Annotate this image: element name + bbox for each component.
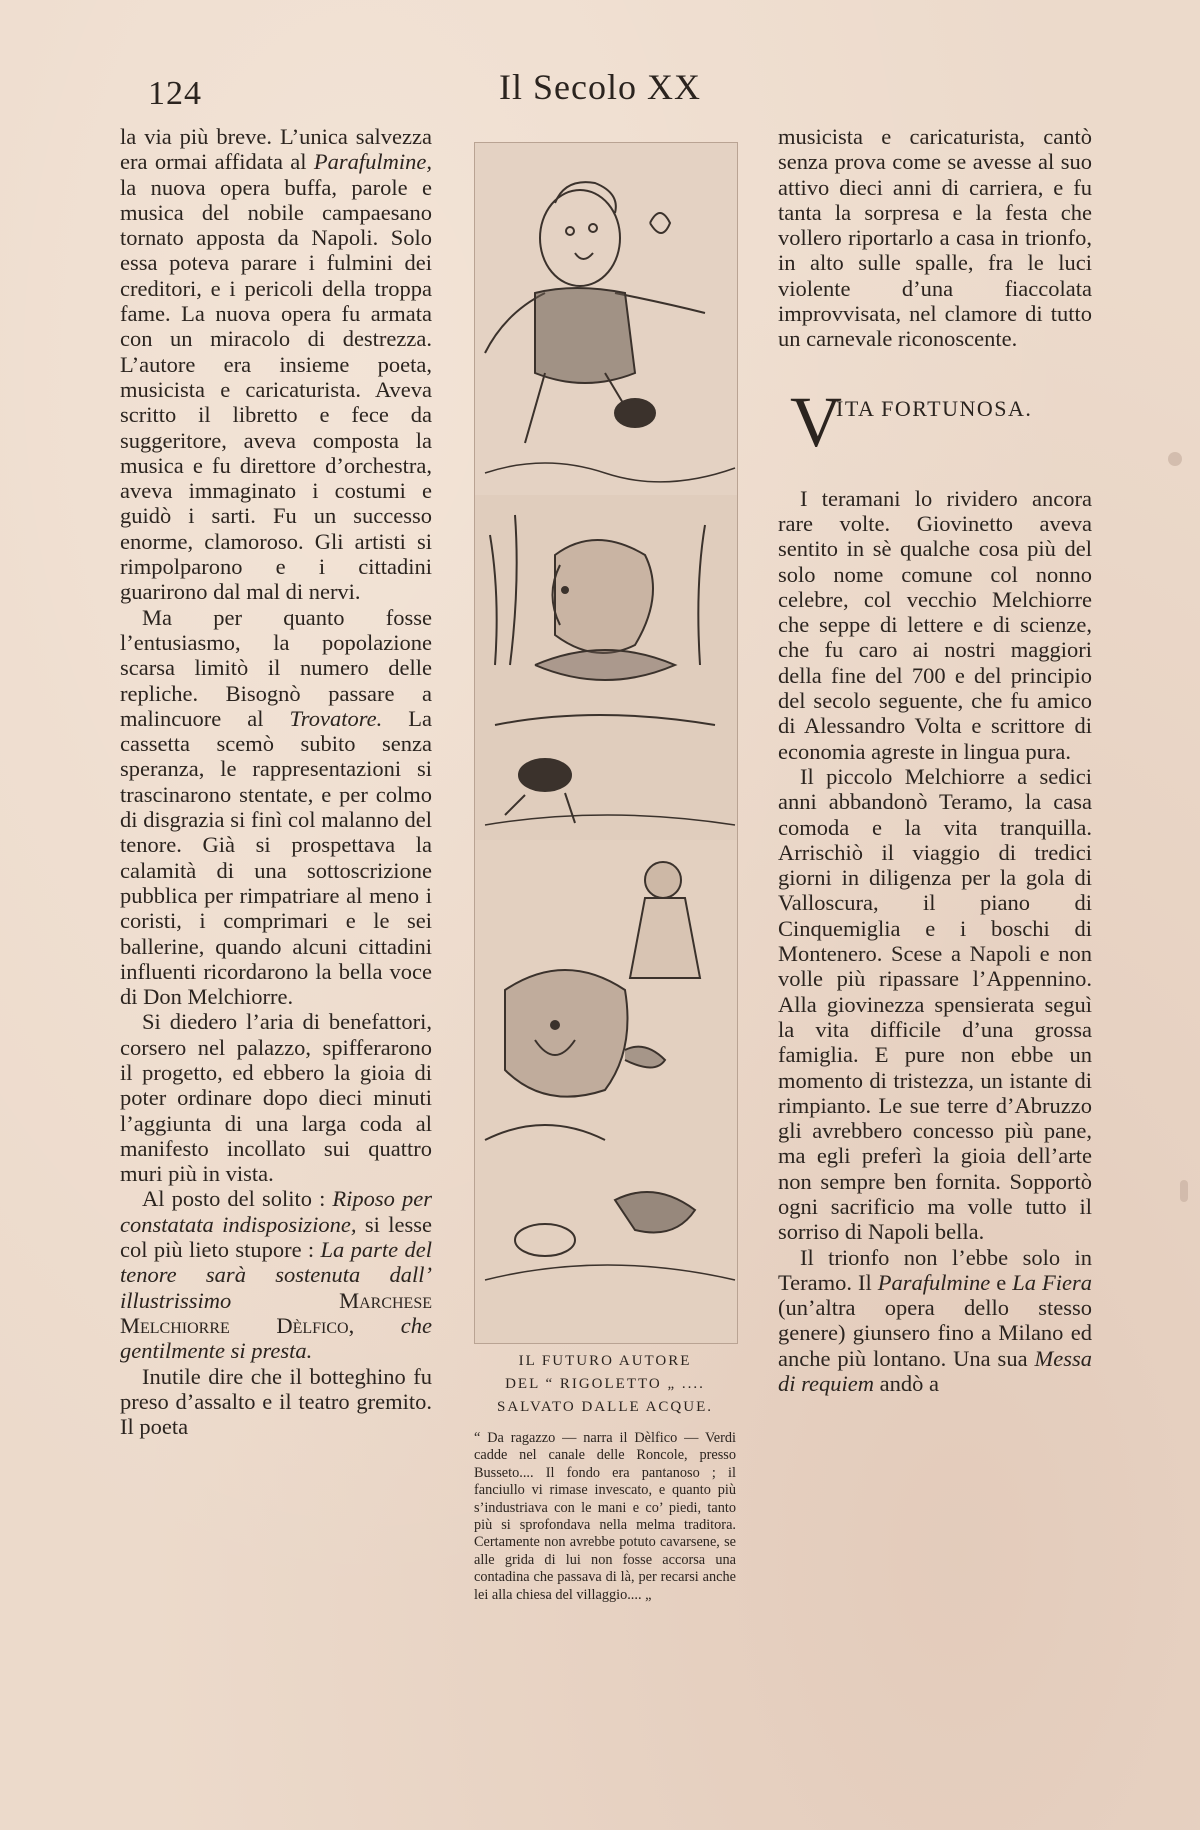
section-heading xyxy=(778,381,1092,462)
illustration-panel-sinking xyxy=(475,495,737,841)
caption-line: SALVATO DALLE ACQUE. xyxy=(497,1399,713,1415)
running-head: Il Secolo XX xyxy=(499,67,701,107)
page-number: 124 xyxy=(148,75,202,112)
paragraph: la via più breve. L’unica salvezza era ormai affidata al Parafulmine, la nuova opera buffa, parole e musica del nobile campaesano tornato apposta da Napoli. Solo essa poteva parare i fulmini dei creditori, e i pericoli della troppa fame. La nuova opera fu armata con un miracolo di destrezza. L’autore era insieme poeta, musicista e caricaturista. Aveva scritto il libretto e fece da suggeritore, aveva composta la musica e fu direttore d’orchestra, aveva immaginato i costumi e guidò i sarti. Fu un successo enorme, clamoroso. Gli artisti si rimpolparono e i cittadini guarirono dal mal di nervi. xyxy=(120,124,432,605)
paper-blemish xyxy=(1168,452,1182,466)
caption-line: IL FUTURO AUTORE xyxy=(518,1353,692,1369)
section-title: ITA FORTUNOSA. xyxy=(836,395,1033,421)
figure-caption-body: “ Da ragazzo — narra il Dèlfico — Verdi cadde nel canale delle Roncole, presso Busseto.... Il fondo era pantanoso ; il fanciullo vi rimase invescato, e quanto più s’industriava con le mani e co’ piedi, tanto più si sprofondava nella melma traditora. Certamente non avrebbe potuto cavarsene, se alle grida di lui non fosse accorsa una contadina che passava di là, per recarsi anche lei alla chiesa del villaggio.... „ xyxy=(474,1430,736,1603)
caption-line: DEL “ RIGOLETTO „ .... xyxy=(505,1376,705,1392)
paragraph: Si diedero l’aria di benefattori, corsero nel palazzo, spifferarono il progetto, ed ebbero la gioia di poter ordinare dopo dieci minuti l’aggiunta di una larga coda al manifesto incollato sui quattro muri più in vista. xyxy=(120,1009,432,1187)
paragraph: Ma per quanto fosse l’entusiasmo, la popolazione scarsa limitò il numero delle repliche. Bisognò passare a malincuore al Trovatore. La cassetta scemò subito senza speranza, le rappresentazioni si trascinarono stentate, e per colmo di disgrazia si finì col malanno del tenore. Già si prospettava la calamità di una sottoscrizione pubblica per rimpatriare al meno i coristi, i comprimari e le sei ballerine, quando alcuni cittadini influenti ricordarono la bella voce di Don Melchiorre. xyxy=(120,604,432,1010)
paragraph: Inutile dire che il botteghino fu preso d’assalto e il teatro gremito. Il poeta xyxy=(120,1363,432,1440)
paragraph: I teramani lo rividero ancora rare volte. Giovinetto aveva sentito in sè qualche cosa più del solo nome comune col nonno celebre, col vecchio Melchiorre che seppe di lettere e di scienze, che fu caro ai nostri maggiori della fine del 700 e del principio del secolo seguente, che fu amico di Alessandro Volta e scrittore di economia agreste in lingua pura. xyxy=(778,485,1092,764)
left-column xyxy=(120,124,432,1439)
illustration-panel-rescue xyxy=(475,840,737,1343)
paragraph: musicista e caricaturista, cantò senza prova come se avesse al suo attivo dieci anni di carriera, e fu tanta la sorpresa e la festa che vollero riportarlo a casa in trionfo, in alto sulle spalle, fra le luci violente d’una fiaccolata improvvisata, nel clamore di tutto un carnevale riconoscente. xyxy=(778,124,1092,352)
illustration-panel-fall xyxy=(475,143,737,496)
paper-blemish xyxy=(1180,1180,1188,1202)
paragraph: Il trionfo non l’ebbe solo in Teramo. Il Parafulmine e La Fiera (un’altra opera dello stesso genere) giunsero fino a Milano ed anche più lontano. Una sua Messa di requiem andò a xyxy=(778,1244,1092,1397)
section-dropcap: V xyxy=(790,381,842,462)
right-column xyxy=(778,124,1092,1396)
paragraph: Il piccolo Melchiorre a sedici anni abbandonò Teramo, la casa comoda e la vita tranquilla. Arrischiò il viaggio di tredici giorni in diligenza per la gola di Valloscura, il piano di Cinquemiglia e i boschi di Montenero. Scese a Napoli e non volle più ripassare l’Appennino. Alla giovinezza spensierata seguì la vita difficile d’una grossa famiglia. E pure non ebbe un momento di tristezza, un istante di rimpianto. Le sue terre d’Abruzzo gli avrebbero concesso più pane, ma egli preferì la gioia dell’arte non sempre ben fornita. Sopportò ogni sacrificio ma volle tutto il sorriso di Napoli bella. xyxy=(778,763,1092,1245)
caricature-illustration xyxy=(474,142,738,1344)
figure-caption-title xyxy=(474,1350,736,1419)
paragraph: Al posto del solito : Riposo per constatata indisposizione, si lesse col più lieto stupore : La parte del tenore sarà sostenuta dall’ illustrissimo Marchese Melchiorre Dèlfico, che gentilmente si presta. xyxy=(120,1186,432,1364)
